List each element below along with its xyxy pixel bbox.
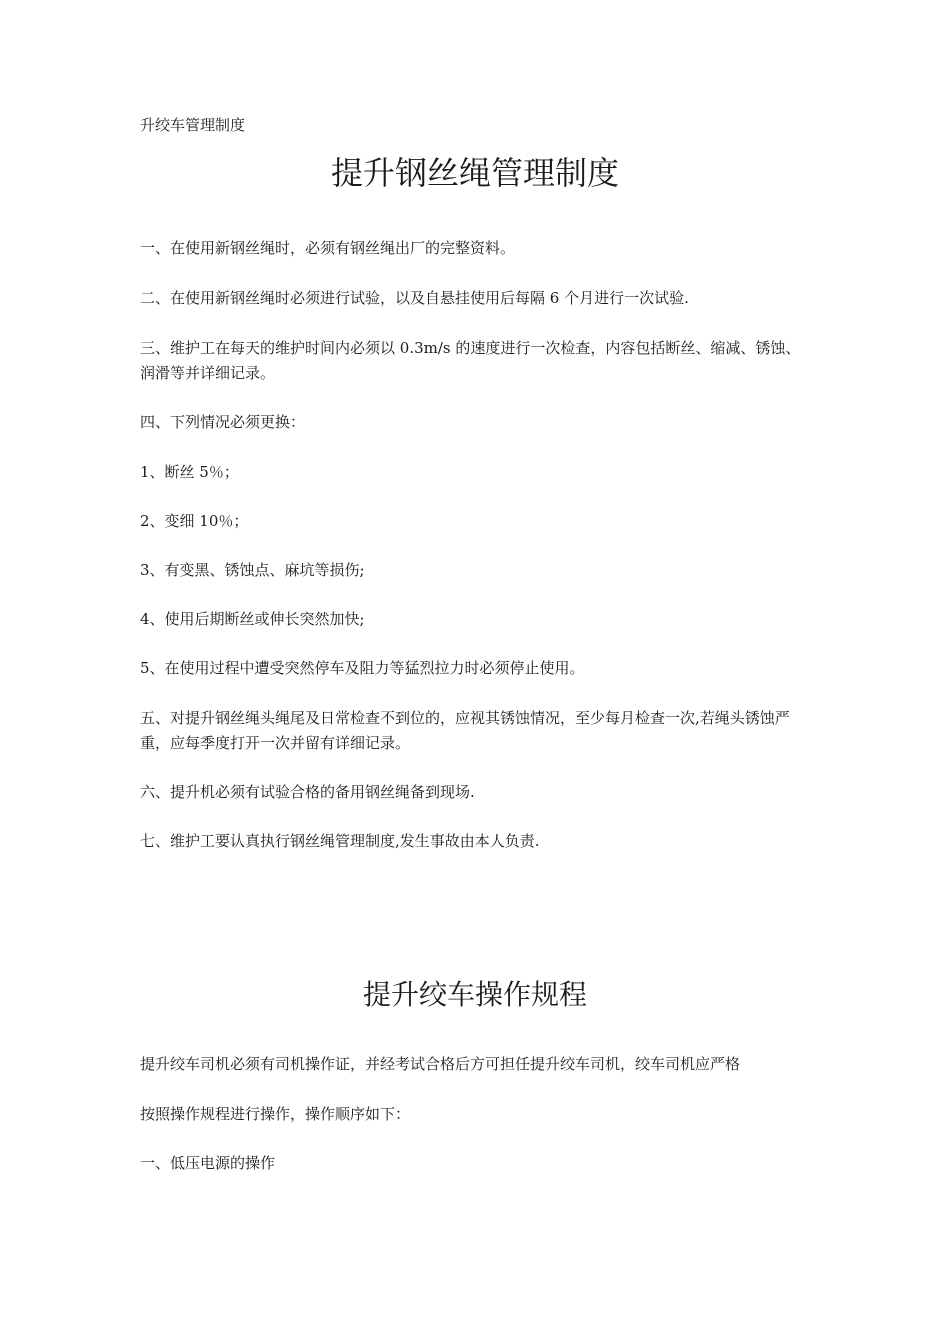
paragraph: 三、维护工在每天的维护时间内必须以 0.3m/s 的速度进行一次检查，内容包括断丝、缩减、锈蚀、润滑等并详细记录。 <box>140 339 801 382</box>
paragraph: 提升绞车司机必须有司机操作证，并经考试合格后方可担任提升绞车司机，绞车司机应严格 <box>140 1055 741 1073</box>
paragraph: 五、对提升钢丝绳头绳尾及日常检查不到位的，应视其锈蚀情况，至少每月检查一次,若绳头锈蚀严重，应每季度打开一次并留有详细记录。 <box>140 709 790 752</box>
paragraph: 七、维护工要认真执行钢丝绳管理制度,发生事故由本人负责. <box>140 832 540 850</box>
list-item: 4、使用后期断丝或伸长突然加快; <box>140 610 365 628</box>
paragraph: 按照操作规程进行操作，操作顺序如下： <box>140 1105 411 1123</box>
section-title-wire-rope: 提升钢丝绳管理制度 <box>330 154 619 192</box>
list-item: 1、断丝 5％； <box>140 463 239 481</box>
paragraph: 二、在使用新钢丝绳时必须进行试验，以及自悬挂使用后每隔 6 个月进行一次试验. <box>140 289 689 307</box>
paragraph: 一、低压电源的操作 <box>140 1154 276 1172</box>
paragraph: 一、在使用新钢丝绳时，必须有钢丝绳出厂的完整资料。 <box>140 239 516 257</box>
list-item: 2、变细 10％； <box>140 512 249 530</box>
paragraph: 六、提升机必须有试验合格的备用钢丝绳备到现场. <box>140 783 475 801</box>
list-item: 5、在使用过程中遭受突然停车及阻力等猛烈拉力时必须停止使用。 <box>140 659 585 677</box>
list-item: 3、有变黑、锈蚀点、麻坑等损伤; <box>140 561 365 579</box>
running-header: 升绞车管理制度 <box>140 116 246 134</box>
section-title-hoist-operation: 提升绞车操作规程 <box>362 978 587 1011</box>
paragraph: 四、下列情况必须更换： <box>140 413 306 431</box>
